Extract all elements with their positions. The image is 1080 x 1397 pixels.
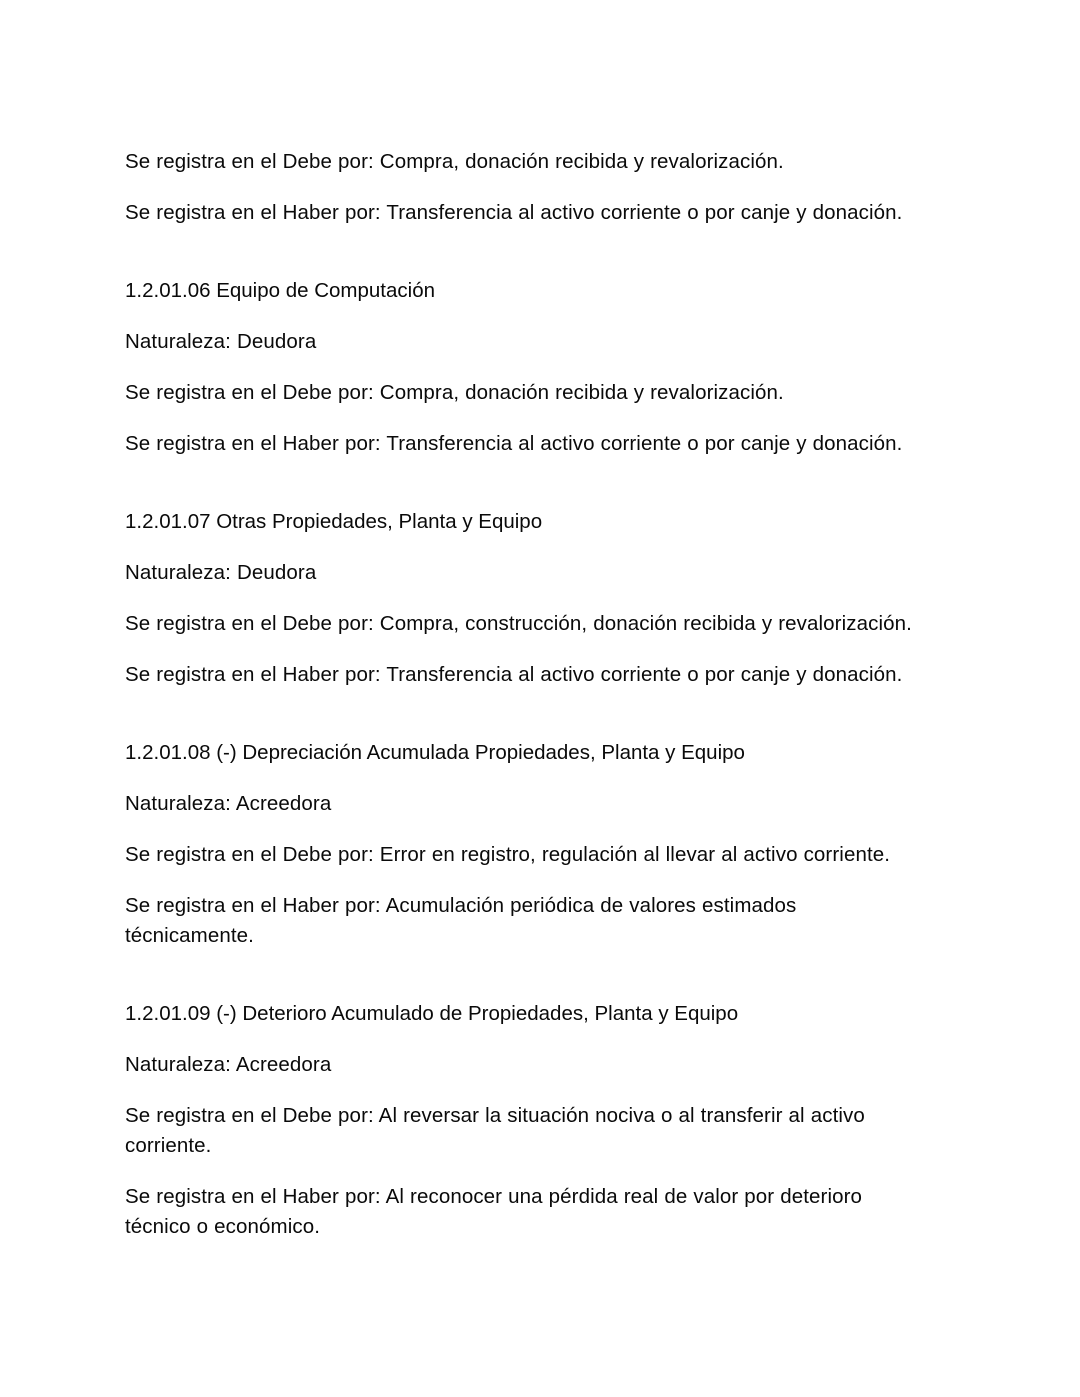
account-naturaleza: Naturaleza: Acreedora: [125, 792, 332, 815]
document-body: [125, 147, 915, 1242]
lead-paragraph-haber: Se registra en el Haber por: Transferencia al activo corriente o por canje y donación.: [125, 201, 903, 224]
account-debe: Se registra en el Debe por: Compra, construcción, donación recibida y revalorización.: [125, 612, 912, 635]
account-debe: Se registra en el Debe por: Al reversar la situación nociva o al transferir al activo corriente.: [125, 1104, 865, 1157]
account-heading: 1.2.01.06 Equipo de Computación: [125, 279, 436, 302]
account-block-1-2-01-07: [125, 507, 915, 690]
account-block-1-2-01-09: [125, 999, 915, 1242]
account-naturaleza: Naturaleza: Deudora: [125, 330, 317, 353]
lead-paragraph-debe: Se registra en el Debe por: Compra, donación recibida y revalorización.: [125, 150, 784, 173]
account-debe: Se registra en el Debe por: Error en registro, regulación al llevar al activo corriente.: [125, 843, 891, 866]
account-haber: Se registra en el Haber por: Transferencia al activo corriente o por canje y donación.: [125, 663, 903, 686]
account-debe: Se registra en el Debe por: Compra, donación recibida y revalorización.: [125, 381, 784, 404]
lead-paragraph-group: [125, 147, 915, 228]
account-naturaleza: Naturaleza: Acreedora: [125, 1053, 332, 1076]
account-naturaleza: Naturaleza: Deudora: [125, 561, 317, 584]
account-heading: 1.2.01.08 (-) Depreciación Acumulada Propiedades, Planta y Equipo: [125, 741, 745, 764]
account-haber: Se registra en el Haber por: Acumulación periódica de valores estimados técnicamente.: [125, 894, 797, 947]
account-heading: 1.2.01.09 (-) Deterioro Acumulado de Propiedades, Planta y Equipo: [125, 1002, 739, 1025]
account-heading: 1.2.01.07 Otras Propiedades, Planta y Equipo: [125, 510, 543, 533]
account-haber: Se registra en el Haber por: Transferencia al activo corriente o por canje y donación.: [125, 432, 903, 455]
account-block-1-2-01-06: [125, 276, 915, 459]
account-haber: Se registra en el Haber por: Al reconocer una pérdida real de valor por deterioro técnico o económico.: [125, 1185, 863, 1238]
account-block-1-2-01-08: [125, 738, 915, 951]
